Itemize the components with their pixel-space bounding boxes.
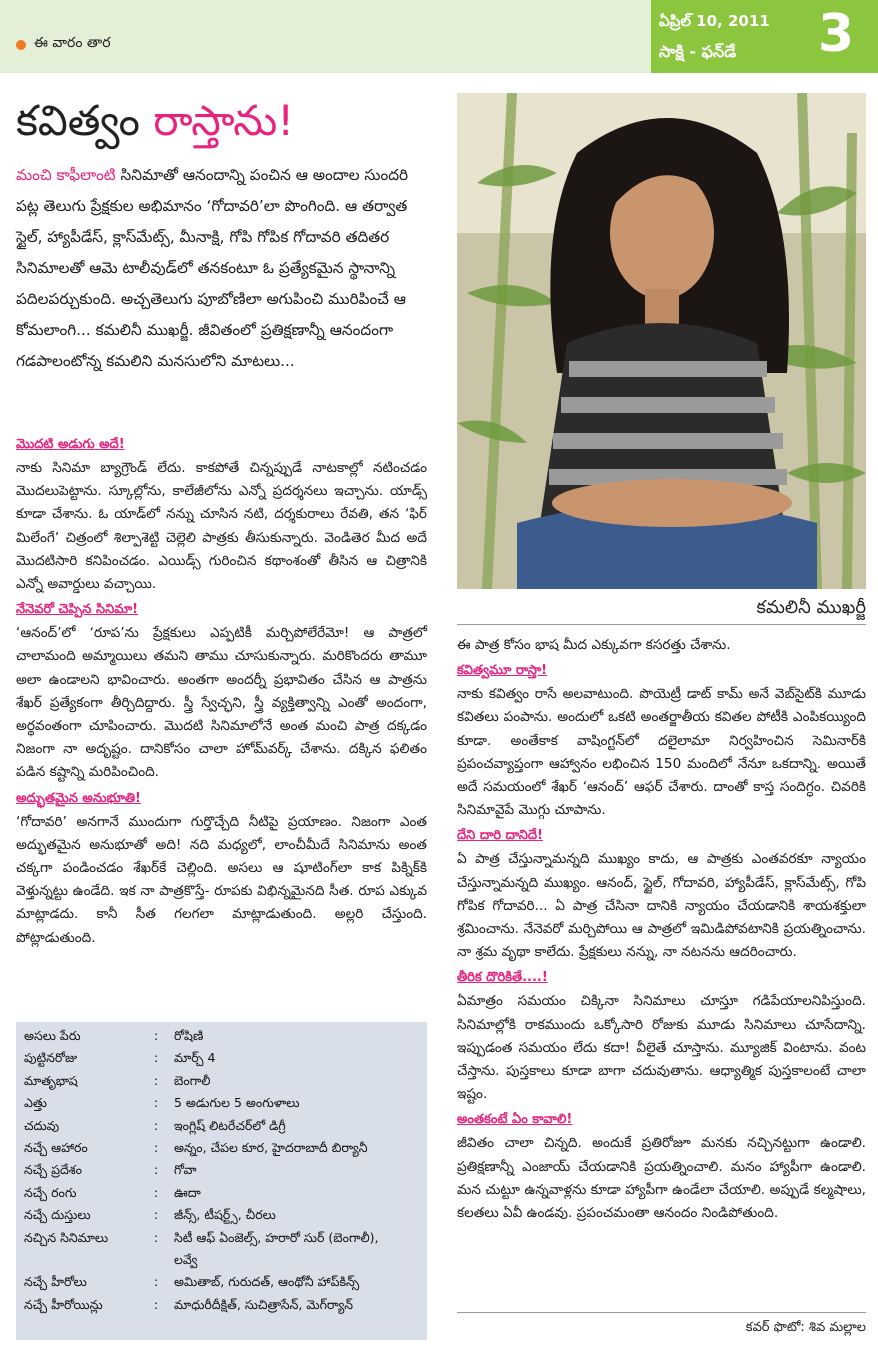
profile-label: ఎత్తు [24,1095,47,1111]
photo-credit: కవర్ ఫొటో: శివ మల్లాల [745,1320,866,1335]
article-title [16,96,294,156]
lead-text: సినిమాతో ఆనందాన్ని పంచిన ఆ అందాల సుందరి పట్ల తెలుగు ప్రేక్షకుల అభిమానం ‘గోదావరి’లా పొంగింది. ఆ తర్వాత స్టైల్, హ్యాపీడేస్, క్లాస్‌మేట్స్, మీనాక్షి, గోపి గోపిక గోదావరి తదితర సినిమాలతో ఆమె టాలీవుడ్‌లో తనకంటూ ఓ ప్రత్యేకమైన స్థానాన్ని పదిలపర్చుకుంది. అచ్చతెలుగు పూబోణిలా అగుపించి మురిపించే ఆ కోమలాంగి... కమలినీ ముఖర్జీ. జీవితంలో ప్రతిక్షణాన్నీ ఆనందంగా గడపాలంటోన్న కమలిని మనసులోని మాటలు... [16,166,409,370]
profile-value: ఇంగ్లిష్ లిటరేచర్‌లో డిగ్రీ [174,1117,286,1133]
lead-highlight: మంచి కాఫీలాంటి [16,166,116,184]
credit-divider [457,1312,866,1313]
profile-separator: : [154,1207,159,1223]
caption-divider [457,624,866,625]
title-black: కవిత్వం [16,96,154,145]
profile-separator: : [154,1274,159,1290]
section-heading: అద్భుతమైన అనుభూతి! [16,790,141,806]
profile-row [24,1050,378,1072]
profile-value: మార్చ్ 4 [174,1050,216,1066]
profile-separator: : [154,1229,159,1245]
section-text: ‘గోదావరి’ అనగానే ముందుగా గుర్తొచ్చేది నీటిపై ప్రయాణం. నిజంగా ఎంత అద్భుతమైన అనుభూతో అది! నది మధ్యలో, లాంచీమీదే సినిమాను అంత చక్కగా పండించడం శేఖర్‌కే చెల్లింది. అసలు ఆ షూటింగ్‌లా కాక పిక్నిక్‌కి వెళ్తున్నట్టు ఉండేది. ఇక నా పాత్రకొస్తే- రూపకు విభిన్నమైనది సీత. రూప ఎక్కువ మాట్లాడదు. కానీ సీత గలగలా మాట్లాడుతుంది. అల్లరి చేస్తుంది. పోట్లాడుతుంది. [16,813,427,946]
section-text: నాకు కవిత్వం రాసే అలవాటుంది. పొయెట్రీ డాట్ కామ్ అనే వెబ్‌సైట్‌కి మూడు కవితలు పంపాను. అందులో ఒకటి అంతర్జాతీయ కవితల పోటీకి ఎంపికయ్యింది కూడా. అంతేకాక వాషింగ్టన్‌లో దలైలామా నిర్వహించిన సెమినార్‌కి ప్రపంచవ్యాప్తంగా ఆహ్వానం లభించిన 150 మందిలో నేనూ ఒకదాన్ని. అయితే అదే సమయంలో శేఖర్ ‘ఆనంద్’ ఆఫర్ చేశారు. దాంతో కాస్త సందిగ్ధం. చివరికి సినిమావైపే మొగ్గు చూపాను. [457,686,866,819]
section-heading: తీరిక దొరికితే....! [457,970,548,986]
section-text: ‘ఆనంద్’లో ‘రూప’ను ప్రేక్షకులు ఎప్పటికీ మర్చిపోలేరేమో! ఆ పాత్రలో చాలామంది అమ్మాయిలు తమని తాము చూసుకున్నారు. మరికొందరు తామూ అలా ఉండాలని భావించారు. అంతగా అందర్నీ ప్రభావితం చేసిన ఆ పాత్రను శేఖర్ ప్రత్యేకంగా తీర్చిదిద్దారు. స్త్రీ స్వేచ్ఛని, స్త్రీ వ్యక్తిత్వాన్ని ఎంతో అందంగా, అర్థవంతంగా చూపించారు. మొదటి సినిమాలోనే అంత మంచి పాత్ర దక్కడం నిజంగా నా అదృష్టం. దానికోసం చాలా హోమ్‌వర్క్ చేశాను. దక్కిన ఫలితం పడిన కష్టాన్ని మరిపించింది. [16,625,427,781]
section-text: ఏమాత్రం సమయం చిక్కినా సినిమాలు చూస్తూ గడిపేయాలనిపిస్తుంది. సినిమాల్లోకి రాకముందు ఒక్కోసారి రోజుకు మూడు సినిమాలు చూసేదాన్ని. ఇప్పుడంత సమయం లేదు కదా! వీలైతే చూస్తాను. మ్యూజిక్ వింటాను. వంట చేస్తాను. పుస్తకాలు కూడా బాగా చదువుతాను. ఆధ్యాత్మిక పుస్తకాలంటే చాలా ఇష్టం. [457,993,866,1103]
section-heading: మొదటి అడుగు అదే! [16,437,125,452]
profile-box [16,1022,427,1340]
profile-separator: : [154,1184,159,1200]
profile-label: అసలు పేరు [24,1028,81,1043]
profile-row [24,1207,378,1229]
section-heading: కవిత్వమూ రాస్తా! [457,663,548,679]
right-column [457,634,866,1225]
profile-value: రోషిణి [174,1028,204,1043]
section-heading: అంతకంటే ఏం కావాలి! [457,1112,573,1128]
profile-label: నచ్చే ఆహారం [24,1139,88,1155]
profile-row [24,1274,378,1296]
profile-label: చదువు [24,1117,60,1133]
section-text: ఈ పాత్ర కోసం భాష మీద ఎక్కువగా కసరత్తు చేశాను. [457,637,731,653]
profile-row [24,1185,378,1207]
profile-row [24,1162,378,1184]
actress-photo-illustration [457,93,866,589]
profile-separator: : [154,1139,159,1155]
photo-caption: కమలినీ ముఖర్జీ [756,597,866,618]
cover-photo [457,93,866,589]
profile-value: అన్నం, చేపల కూర, హైదరాబాదీ బిర్యానీ [174,1139,368,1155]
profile-separator: : [154,1117,159,1133]
title-pink: రాస్తాను! [153,96,295,145]
section-text: ఏ పాత్ర చేస్తున్నామన్నది ముఖ్యం కాదు, ఆ పాత్రకు ఎంతవరకూ న్యాయం చేస్తున్నామన్నది ముఖ్యం. ఆనంద్, స్టైల్, గోదావరి, హ్యాపీడేస్, క్లాస్‌మేట్స్, గోపి గోపిక గోదావరి... ఏ పాత్ర చేసినా దానికి న్యాయం చేయడానికి శాయశక్తులా శ్రమించాను. నేనెవరో మర్చిపోయి ఆ పాత్రలో ఇమిడిపోవటానికి ప్రయత్నించాను. నా శ్రమ వృథా కాలేదు. ప్రేక్షకులు నన్ను, నా నటనను ఆదరించారు. [457,851,866,961]
issue-date: ఏప్రిల్ 10, 2011 [659,12,770,30]
left-column [16,435,427,950]
section-heading: దేని దారి దానిదే! [457,828,543,844]
profile-value: ఊదా [174,1184,201,1200]
profile-table [24,1028,378,1319]
profile-value: 5 అడుగుల 5 అంగుళాలు [174,1095,300,1111]
profile-value: మాధురీదీక్షిత్, సుచిత్రాసేన్, మెగ్‌ర్యాన్ [174,1296,354,1312]
section-text: నాకు సినిమా బ్యాగ్రౌండ్ లేదు. కాకపోతే చిన్నప్పుడే నాటకాల్లో నటించడం మొదలుపెట్టాను. స్కూల్లోను, కాలేజీలోను ఎన్నో ప్రదర్శనలు ఇచ్చాను. యాడ్స్ కూడా చేశాను. ఓ యాడ్‌లో నన్ను చూసిన నటి, దర్శకురాలు రేవతి, తన ‘ఫిర్ మిలేంగే’ చిత్రంలో శిల్పాశెట్టి చెల్లెలి పాత్రకు తీసుకున్నారు. వెండితెర మీద అదే మొదటిసారి కనిపించడం. ఎయిడ్స్ గురించిన కథాంశంతో తీసిన ఆ చిత్రానికి ఎన్నో అవార్డులు వచ్చాయి. [16,460,427,593]
profile-label: నచ్చే దుస్తులు [24,1207,91,1223]
profile-value: సిటీ ఆఫ్ ఏంజెల్స్, హరారో సుర్ (బెంగాలీ), [174,1229,379,1245]
profile-value: గోవా [174,1162,197,1178]
paper-name: సాక్షి - ఫన్‌డే [659,42,737,61]
profile-label: మాతృభాష [24,1072,78,1088]
section-heading: నేనెవరో చెప్పిన సినిమా! [16,602,139,618]
profile-separator: : [154,1072,159,1088]
profile-value: అమితాబ్, గురుదత్, ఆంథోనీ హాప్‌కిన్స్ [174,1274,360,1290]
profile-separator: : [154,1095,159,1111]
profile-value: లవ్వే [174,1251,198,1267]
section-bullet-icon [16,40,26,50]
profile-separator: : [154,1028,159,1043]
profile-row [24,1230,378,1252]
page-number: 3 [818,4,855,64]
profile-row [24,1095,378,1117]
profile-label: పుట్టినరోజు [24,1050,78,1066]
profile-row [24,1028,378,1050]
profile-row [24,1297,378,1319]
profile-label: నచ్చే రంగు [24,1184,77,1200]
profile-label [24,1252,154,1274]
profile-row [24,1252,378,1274]
profile-separator: : [154,1050,159,1066]
profile-label: నచ్చే హీరోలు [24,1274,87,1290]
section-text: జీవితం చాలా చిన్నది. అందుకే ప్రతిరోజూ మనకు నచ్చినట్టుగా ఉండాలి. ప్రతిక్షణాన్నీ ఎంజాయ్ చేయడానికి ప్రయత్నించాలి. మనం హ్యాపీగా ఉండాలి. మన చుట్టూ ఉన్నవాళ్లను కూడా హ్యాపీగా ఉండేలా చేయాలి. అప్పుడే కల్మషాలు, కలతలు ఏవీ ఉండవు. ప్రపంచమంతా ఆనందం నిండిపోతుంది. [457,1135,866,1222]
profile-value: బెంగాలీ [174,1072,211,1088]
profile-label: నచ్చే హీరోయిన్లు [24,1296,103,1312]
profile-row [24,1118,378,1140]
profile-separator: : [154,1296,159,1312]
profile-value: జీన్స్, టీషర్ట్స్, చీరలు [174,1207,276,1223]
profile-row [24,1140,378,1162]
lead-paragraph [16,160,426,377]
profile-label: నచ్చిన సినిమాలు [24,1229,109,1245]
section-label: ఈ వారం తార [34,35,111,51]
profile-row [24,1073,378,1095]
profile-separator [154,1252,174,1274]
profile-label: నచ్చే ప్రదేశం [24,1162,83,1178]
profile-separator: : [154,1162,159,1178]
